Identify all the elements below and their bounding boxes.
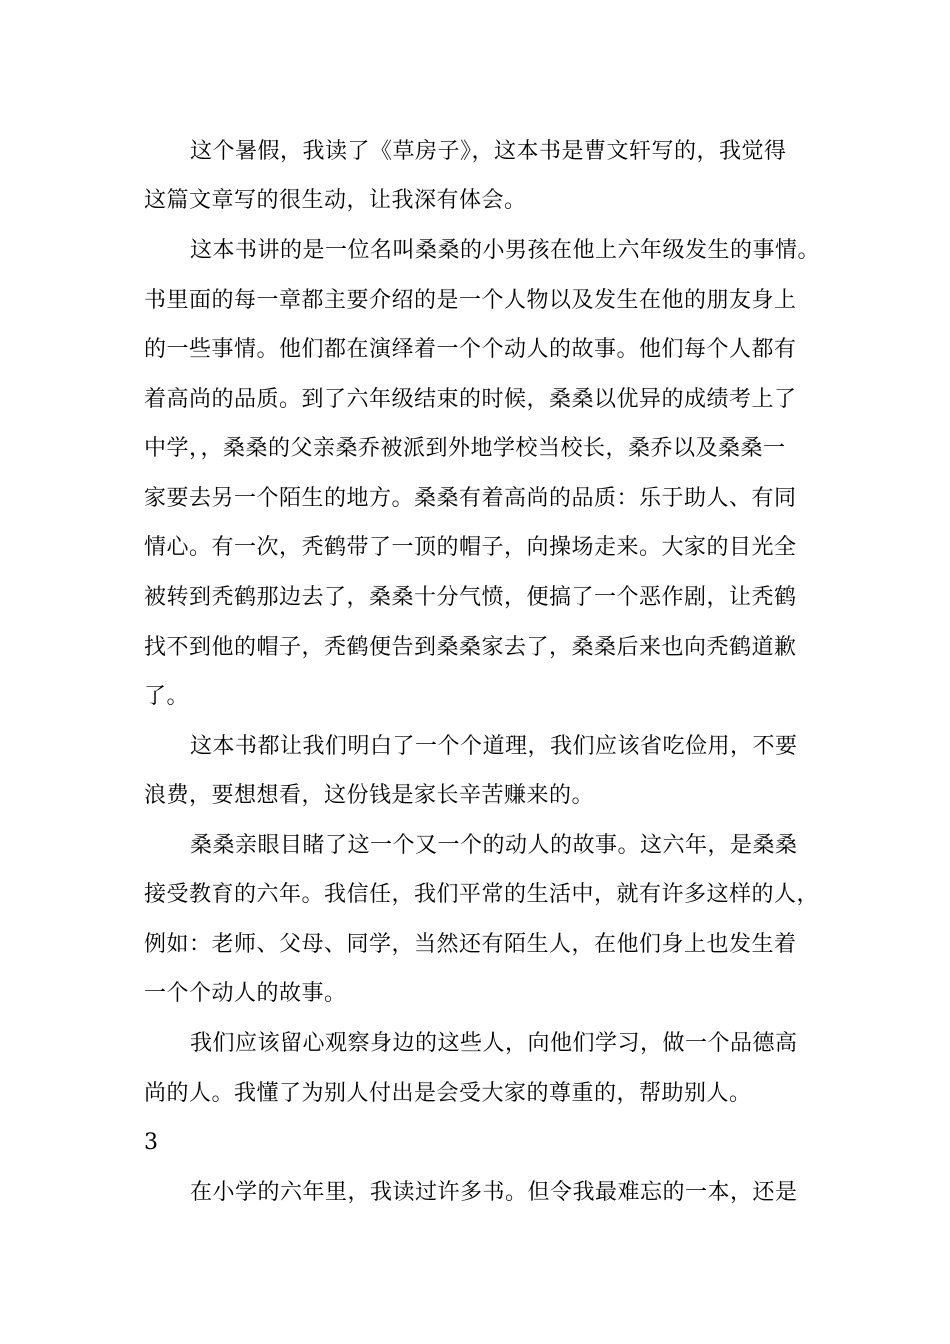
text-line: 例如：老师、父母、同学，当然还有陌生人，在他们身上也发生着: [144, 932, 797, 957]
text-line: 了。: [144, 684, 190, 709]
text-line: 被转到秃鹤那边去了，桑桑十分气愤，便搞了一个恶作剧，让秃鹤: [144, 585, 797, 610]
text-line: 着高尚的品质。到了六年级结束的时候，桑桑以优异的成绩考上了: [144, 387, 797, 412]
text-line: 这篇文章写的很生动，让我深有体会。: [144, 188, 527, 213]
text-line: 找不到他的帽子，秃鹤便告到桑桑家去了，桑桑后来也向秃鹤道歉: [144, 635, 797, 660]
text-line: 的一些事情。他们都在演绎着一个个动人的故事。他们每个人都有: [144, 337, 797, 362]
text-line: 家要去另一个陌生的地方。桑桑有着高尚的品质：乐于助人、有同: [144, 486, 797, 511]
text-line: 这个暑假，我读了《草房子》，这本书是曹文轩写的，我觉得: [190, 139, 787, 164]
text-line: 这本书讲的是一位名叫桑桑的小男孩在他上六年级发生的事情。: [190, 238, 821, 263]
text-line: 中学，，桑桑的父亲桑乔被派到外地学校当校长，桑乔以及桑桑一: [144, 436, 786, 461]
text-line: 在小学的六年里，我读过许多书。但令我最难忘的一本，还是: [190, 1180, 798, 1205]
text-line: 尚的人。我懂了为别人付出是会受大家的尊重的，帮助别人。: [144, 1081, 752, 1106]
text-line: 情心。有一次，秃鹤带了一顶的帽子，向操场走来。大家的目光全: [144, 535, 797, 560]
text-line: 我们应该留心观察身边的这些人，向他们学习，做一个品德高: [190, 1031, 798, 1056]
text-line: 一个个动人的故事。: [144, 981, 347, 1006]
text-line: 这本书都让我们明白了一个个道理，我们应该省吃俭用，不要: [190, 734, 798, 759]
text-line: 书里面的每一章都主要介绍的是一个人物以及发生在他的朋友身上: [144, 288, 797, 313]
text-line: 浪费，要想想看，这份钱是家长辛苦赚来的。: [144, 783, 595, 808]
text-line: 接受教育的六年。我信任，我们平常的生活中，就有许多这样的人，: [144, 882, 820, 907]
text-line: 桑桑亲眼目睹了这一个又一个的动人的故事。这六年，是桑桑: [190, 833, 798, 858]
section-number: 3: [144, 1130, 159, 1155]
